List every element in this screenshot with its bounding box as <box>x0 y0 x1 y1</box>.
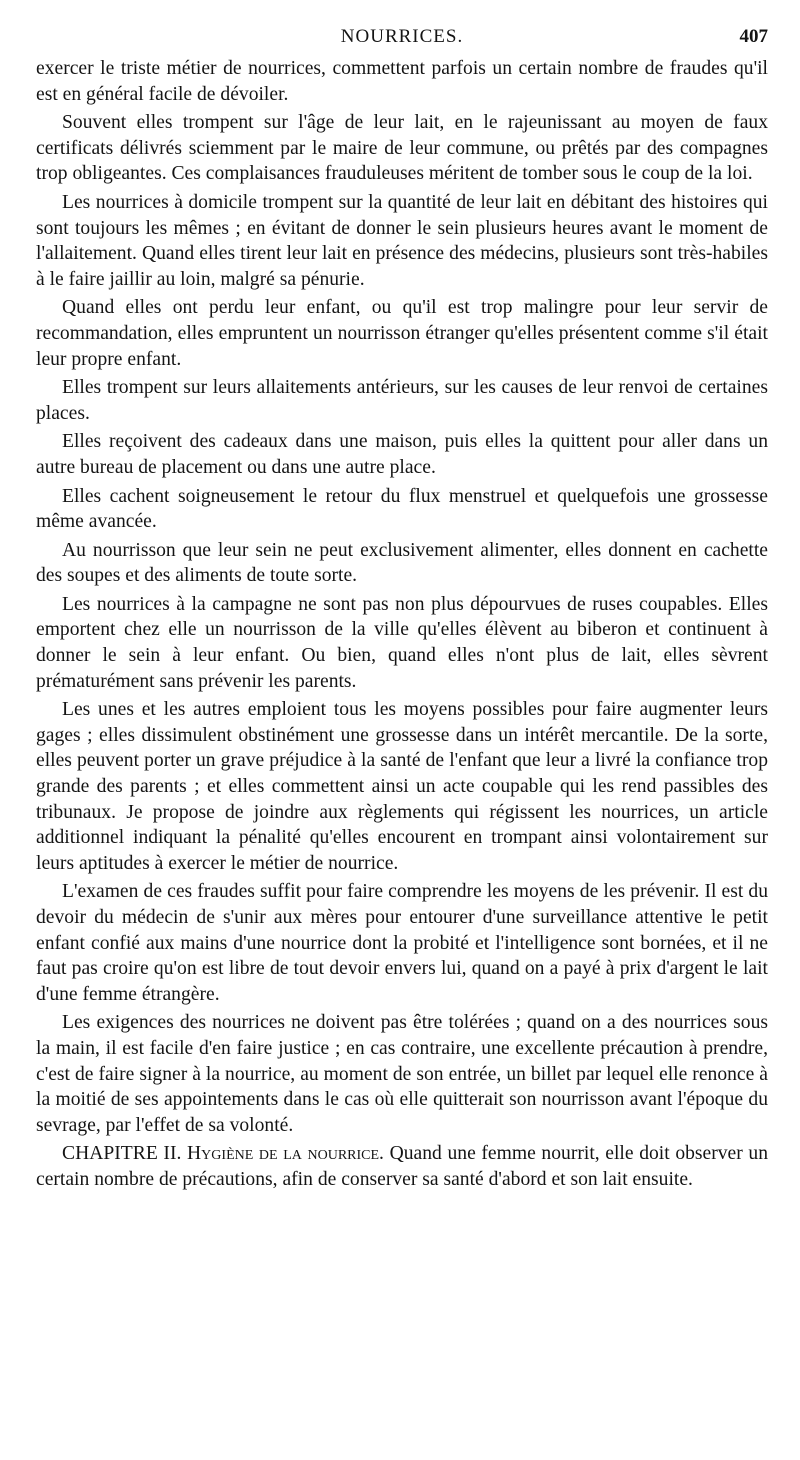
chapter-label: CHAPITRE II. <box>62 1143 182 1165</box>
paragraph: L'examen de ces fraudes suffit pour faire comprendre les moyens de les prévenir. Il est du devoir du médecin de s'unir aux mères pour entourer d'une surveillance attentive le petit enfant confié aux mains d'une nourrice dont la probité et l'intelligence sont bornées, et il ne faut pas croire qu'on est libre de tout devoir envers lui, quand on a payé à prix d'argent le lait d'une femme étrangère. <box>36 881 768 1005</box>
page <box>36 26 768 1196</box>
paragraph-continuation: exercer le triste métier de nourrices, commettent parfois un certain nombre de fraudes qu'il est en général facile de dévoiler. <box>36 58 768 105</box>
chapter-paragraph <box>36 1141 768 1192</box>
paragraph: Quand elles ont perdu leur enfant, ou qu'il est trop malingre pour leur servir de recommandation, elles empruntent un nourrisson étranger qu'elles présentent comme s'il était leur propre enfant. <box>36 297 768 370</box>
paragraph: Elles reçoivent des cadeaux dans une maison, puis elles la quittent pour aller dans un autre bureau de placement ou dans une autre place. <box>36 431 768 478</box>
running-title: NOURRICES. <box>340 26 464 47</box>
paragraph: Souvent elles trompent sur l'âge de leur lait, en le rajeunissant au moyen de faux certificats délivrés sciemment par le maire de leur commune, ou prêtés par des compagnes trop obligeantes. Ces complaisances frauduleuses méritent de tomber sous le coup de la loi. <box>36 112 768 185</box>
paragraph: Les exigences des nourrices ne doivent pas être tolérées ; quand on a des nourrices sous la main, il est facile d'en faire justice ; en cas contraire, une excellente précaution à prendre, c'est de faire signer à la nourrice, au moment de son entrée, un billet par lequel elle renonce à la moitié de ses appointements dans le cas où elle quitterait son nourrisson avant l'époque du sevrage, par l'effet de sa volonté. <box>36 1012 768 1136</box>
running-head <box>36 26 768 56</box>
chapter-heading: Hygiène de la nourrice. <box>187 1143 384 1165</box>
body-text <box>36 56 768 1193</box>
page-number: 407 <box>739 26 768 47</box>
paragraph: Elles cachent soigneusement le retour du flux menstruel et quelquefois une grossesse même avancée. <box>36 485 768 533</box>
paragraph: Les unes et les autres emploient tous les moyens possibles pour faire augmenter leurs gages ; elles dissimulent obstinément une grossesse dans un intérêt mercantile. De la sorte, elles peuvent porter un grave préjudice à la santé de l'enfant que leur a livré la confiance trop grande des parents ; et elles commettent ainsi un acte coupable qui les rend passibles des tribunaux. Je propose de joindre aux règlements qui régissent les nourrices, un article additionnel indiquant la pénalité qu'elles encourent en trompant ainsi volontairement sur leurs aptitudes à exercer le métier de nourrice. <box>36 699 768 874</box>
chapter-text: Quand une femme nourrit, elle doit observer un certain nombre de précautions, afin de conserver sa santé d'abord et son lait ensuite. <box>36 1143 768 1190</box>
paragraph: Les nourrices à domicile trompent sur la quantité de leur lait en débitant des histoires qui sont toujours les mêmes ; en évitant de donner le sein plusieurs heures avant le moment de l'allaitement. Quand elles tirent leur lait en présence des médecins, plusieurs sont très-habiles à le faire jaillir au loin, malgré sa pénurie. <box>36 191 768 290</box>
paragraph: Elles trompent sur leurs allaitements antérieurs, sur les causes de leur renvoi de certaines places. <box>36 377 768 424</box>
paragraph: Les nourrices à la campagne ne sont pas non plus dépourvues de ruses coupables. Elles emportent chez elle un nourrisson de la ville qu'elles élèvent au biberon et continuent à donner le sein à leur enfant. Ou bien, quand elles n'ont plus de lait, elles sèvrent prématurément sans prévenir les parents. <box>36 593 768 692</box>
paragraph: Au nourrisson que leur sein ne peut exclusivement alimenter, elles donnent en cachette des soupes et des aliments de toute sorte. <box>36 539 768 587</box>
